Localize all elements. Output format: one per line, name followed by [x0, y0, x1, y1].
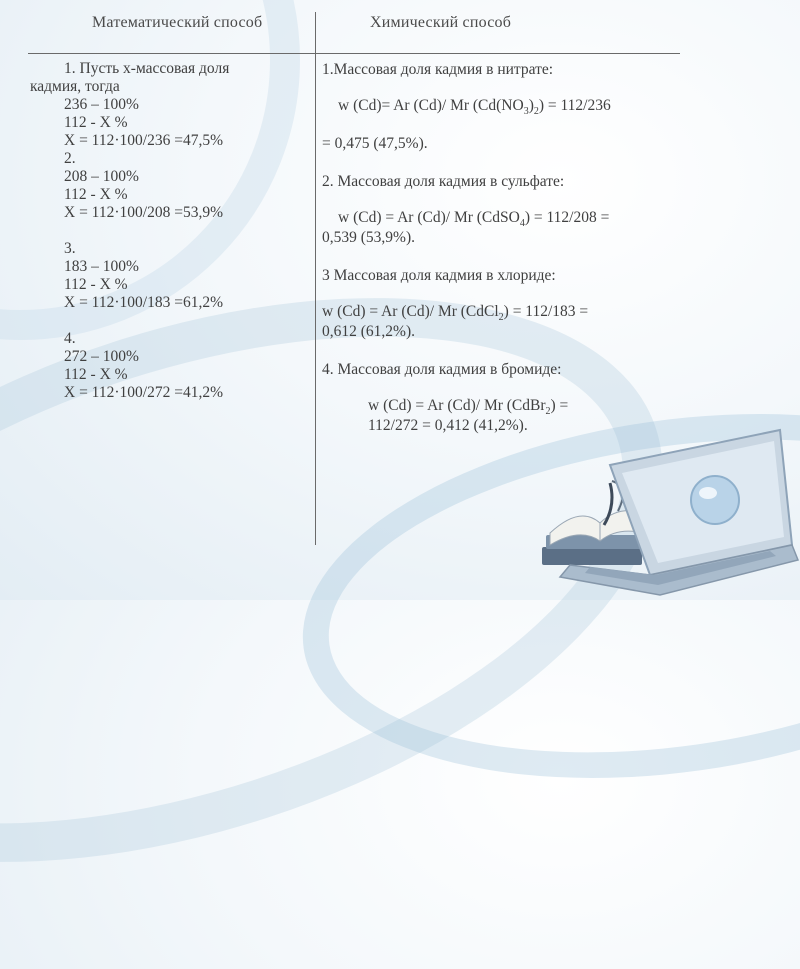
- result-line: 0,539 (53,9%).: [322, 229, 415, 246]
- result-line: Х = 112·100/272 =41,2%: [64, 384, 223, 401]
- paragraph-title: 1.Массовая доля кадмия в нитрате:: [322, 61, 554, 78]
- sulfate-paragraph: [322, 172, 692, 248]
- result-line: Х = 112·100/183 =61,2%: [64, 294, 223, 311]
- proportion-line: 208 – 100%: [64, 168, 139, 185]
- formula-line: w (Cd) = Ar (Cd)/ Mr (CdBr$_2$) =: [368, 397, 569, 418]
- formula-line: w (Cd) = Ar (Cd)/ Mr (CdSO$_4$) = 112/208 =: [338, 209, 610, 230]
- chloride-paragraph: [322, 266, 692, 342]
- paragraph-title: 2. Массовая доля кадмия в сульфате:: [322, 173, 565, 190]
- result-line: Х = 112·100/236 =47,5%: [64, 132, 223, 149]
- proportion-line: 112 - Х %: [64, 366, 128, 383]
- intro-line: 1. Пусть х-массовая доля: [64, 60, 230, 77]
- proportion-line: 112 - Х %: [64, 114, 128, 131]
- result-line: = 0,475 (47,5%).: [322, 135, 428, 152]
- header-divider: [28, 53, 680, 54]
- math-method-column: [30, 60, 310, 402]
- paragraph-title: 4. Массовая доля кадмия в бромиде:: [322, 361, 562, 378]
- result-line: 0,612 (61,2%).: [322, 323, 415, 340]
- step-number: 3.: [64, 240, 76, 257]
- formula-line: w (Cd)= Ar (Cd)/ Mr $(Cd(NO_3)_2) = 112/236$: [338, 97, 611, 118]
- proportion-line: 183 – 100%: [64, 258, 139, 275]
- column-divider: [315, 12, 316, 545]
- proportion-line: 236 – 100%: [64, 96, 139, 113]
- step-number: 4.: [64, 330, 76, 347]
- chem-method-header: Химический способ: [370, 14, 512, 31]
- result-line: 112/272 = 0,412 (41,2%).: [368, 417, 528, 434]
- result-line: Х = 112·100/208 =53,9%: [64, 204, 223, 221]
- proportion-line: 112 - Х %: [64, 276, 128, 293]
- formula-line: w (Cd) = Ar (Cd)/ Mr (CdCl$_2$) = 112/183 =: [322, 303, 589, 324]
- intro-line: кадмия, тогда: [30, 78, 120, 95]
- bromide-paragraph: [322, 360, 692, 436]
- paragraph-title: 3 Массовая доля кадмия в хлориде:: [322, 267, 556, 284]
- chem-method-column: [322, 60, 692, 454]
- proportion-line: 112 - Х %: [64, 186, 128, 203]
- proportion-line: 272 – 100%: [64, 348, 139, 365]
- step-number: 2.: [64, 150, 76, 167]
- math-method-header: Математический способ: [92, 14, 263, 31]
- nitrate-paragraph: [322, 60, 692, 154]
